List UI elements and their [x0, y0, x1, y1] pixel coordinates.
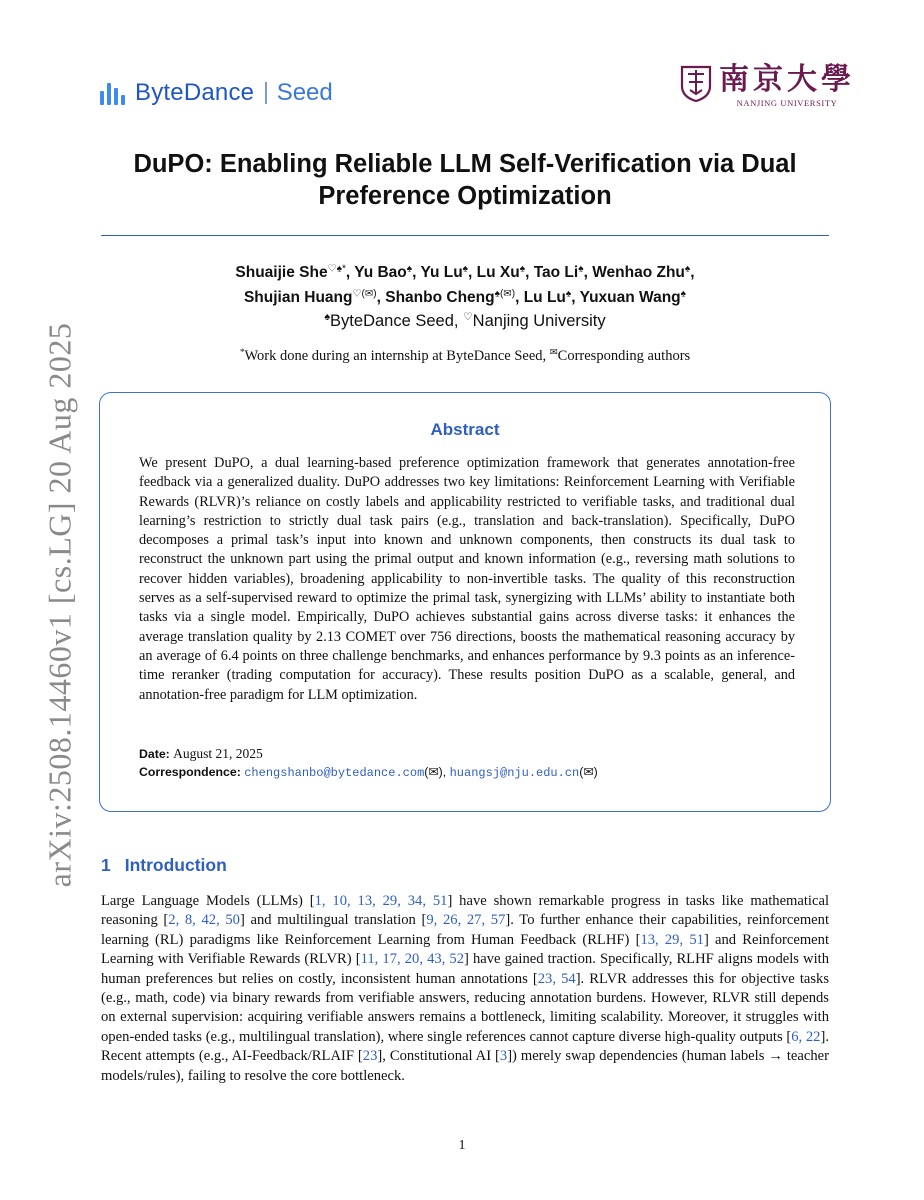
- seed-wordmark: Seed: [276, 79, 333, 106]
- correspondence-label: Correspondence:: [139, 765, 241, 779]
- citation-link[interactable]: 23, 54: [537, 970, 576, 987]
- author: Shanbo Cheng: [385, 289, 495, 306]
- section-title: Introduction: [124, 855, 227, 875]
- citation-link[interactable]: 11, 17, 20, 43, 52: [360, 951, 465, 968]
- date-label: Date:: [139, 747, 170, 761]
- citation-link[interactable]: 13, 29, 51: [640, 931, 704, 948]
- citation-link[interactable]: 23: [362, 1048, 378, 1065]
- title-divider: [101, 235, 829, 236]
- nanjing-university-logo: [679, 64, 855, 108]
- author: Tao Li: [533, 264, 579, 281]
- affiliations: ♠ByteDance Seed, ♡Nanjing University: [324, 311, 606, 330]
- author: Wenhao Zhu: [592, 264, 685, 281]
- abstract-heading: Abstract: [430, 420, 500, 439]
- correspondence-line: Correspondence: chengshanbo@bytedance.com(✉), huangsj@nju.edu.cn(✉): [139, 765, 598, 780]
- citation-link[interactable]: 1, 10, 13, 29, 34, 51: [314, 893, 448, 909]
- email-link[interactable]: chengshanbo@bytedance.com: [244, 766, 425, 780]
- author-affiliation-mark: ♡(✉): [352, 288, 377, 300]
- author: Yuxuan Wang: [579, 289, 681, 306]
- page-number: 1: [458, 1138, 466, 1153]
- citation-link[interactable]: 2, 8, 42, 50: [168, 912, 240, 929]
- author: Lu Lu: [523, 289, 566, 306]
- paper-title: DuPO: Enabling Reliable LLM Self-Verification via Dual Preference Optimization: [133, 150, 797, 210]
- author-affiliation-mark: ♡♠*: [327, 263, 346, 275]
- bytedance-bars-icon: [100, 81, 125, 105]
- author: Shuaijie She: [235, 264, 328, 281]
- date-value: August 21, 2025: [173, 746, 263, 761]
- abstract-body: We present DuPO, a dual learning-based preference optimization framework that generates annotation-free feedback via a generalized duality. DuPO addresses two key limitations: Reinforcement Learning with Verifiable Rewards (RLVR)’s reliance on costly labels and applicability restricted to verifiable tasks, and traditional dual learning’s restriction to strictly dual task pairs (e.g., translation and back-translation). Specifically, DuPO decomposes a primal task’s input into known and unknown components, then constructs its dual task to reconstruct the unknown part using the primal output and known information (e.g., reversing math solutions to recover hidden variables), broadening applicability to non-invertible tasks. The quality of this reconstruction serves as a self-supervised reward to optimize the primal task, synergizing with LLMs’ ability to instantiate both tasks via a single model. Empirically, DuPO achieves substantial gains across diverse tasks: it enhances the average translation quality by 2.13 COMET over 756 directions, boosts the mathematical reasoning accuracy by an average of 6.4 points on three challenge benchmarks, and enhances performance by 9.3 points as an inference-time reranker (trading computation for accuracy). These results position DuPO as a scalable, general, and annotation-free paradigm for LLM optimization.: [139, 455, 795, 703]
- bytedance-wordmark: ByteDance: [135, 79, 255, 106]
- bytedance-seed-logo: [100, 78, 333, 108]
- date-line: [139, 746, 263, 762]
- author-affiliation-mark: ♠(✉): [494, 288, 516, 300]
- citation-link[interactable]: 6, 22: [791, 1028, 821, 1045]
- author: Shujian Huang: [243, 289, 353, 306]
- affiliation-bytedance: ByteDance Seed: [330, 312, 454, 330]
- citation-link[interactable]: 3: [499, 1048, 508, 1065]
- nju-seal-icon: [679, 64, 713, 102]
- author: Lu Xu: [476, 264, 520, 281]
- author-footnote: *Work done during an internship at ByteDance Seed, ✉Corresponding authors: [239, 347, 691, 364]
- nju-chinese-name: 南京大學: [719, 62, 855, 97]
- logo-divider: [265, 82, 267, 104]
- spade-icon: ♠: [324, 311, 331, 324]
- author: Yu Lu: [420, 264, 463, 281]
- section-heading: [101, 855, 227, 876]
- arxiv-identifier[interactable]: arXiv:2508.14460v1 [cs.LG] 20 Aug 2025: [41, 322, 78, 888]
- nju-english-name: NANJING UNIVERSITY: [736, 98, 838, 108]
- section-number: 1: [101, 855, 111, 875]
- email-link[interactable]: huangsj@nju.edu.cn: [449, 766, 580, 780]
- introduction-paragraph: Large Language Models (LLMs) [1, 10, 13, 29, 34, 51] have shown remarkable progress in tasks like mathematical reasoning [2, 8, 42, 50] and multilingual translation [9, 26, 27, 57]. To further enhance their capabilities, reinforcement learning (RL) paradigms like Reinforcement Learning from Human Feedback (RLHF) [13, 29, 51] and Reinforcement Learning with Verifiable Rewards (RLVR) [11, 17, 20, 43, 52] have gained traction. Specifically, RLHF aligns models with human preferences but relies on costly, inconsistent human annotations [23, 54]. RLVR addresses this for objective tasks (e.g., math, code) via binary rewards from verifiable answers, reducing annotation burdens. However, RLVR still depends on external supervision: acquiring verifiable answers remains a bottleneck, limiting scalability. Moreover, it struggles with open-ended tasks (e.g., multilingual translation), where single references cannot capture diverse high-quality outputs [6, 22]. Recent attempts (e.g., AI-Feedback/RLAIF [23], Constitutional AI [3]) merely swap dependencies (human labels → teacher models/rules), failing to resolve the core bottleneck.: [101, 893, 830, 1084]
- author: Yu Bao: [354, 264, 407, 281]
- author-list: Shuaijie She♡♠*, Yu Bao♠, Yu Lu♠, Lu Xu♠, Tao Li♠, Wenhao Zhu♠, Shujian Huang♡(✉), Shanbo Cheng♠(✉), Lu Lu♠, Yuxuan Wang♠: [235, 263, 695, 306]
- citation-link[interactable]: 9, 26, 27, 57: [426, 912, 506, 929]
- abstract-box: [99, 392, 831, 812]
- affiliation-nju: Nanjing University: [472, 312, 606, 330]
- mail-icon: ✉: [549, 347, 558, 358]
- heart-icon: ♡: [463, 311, 473, 324]
